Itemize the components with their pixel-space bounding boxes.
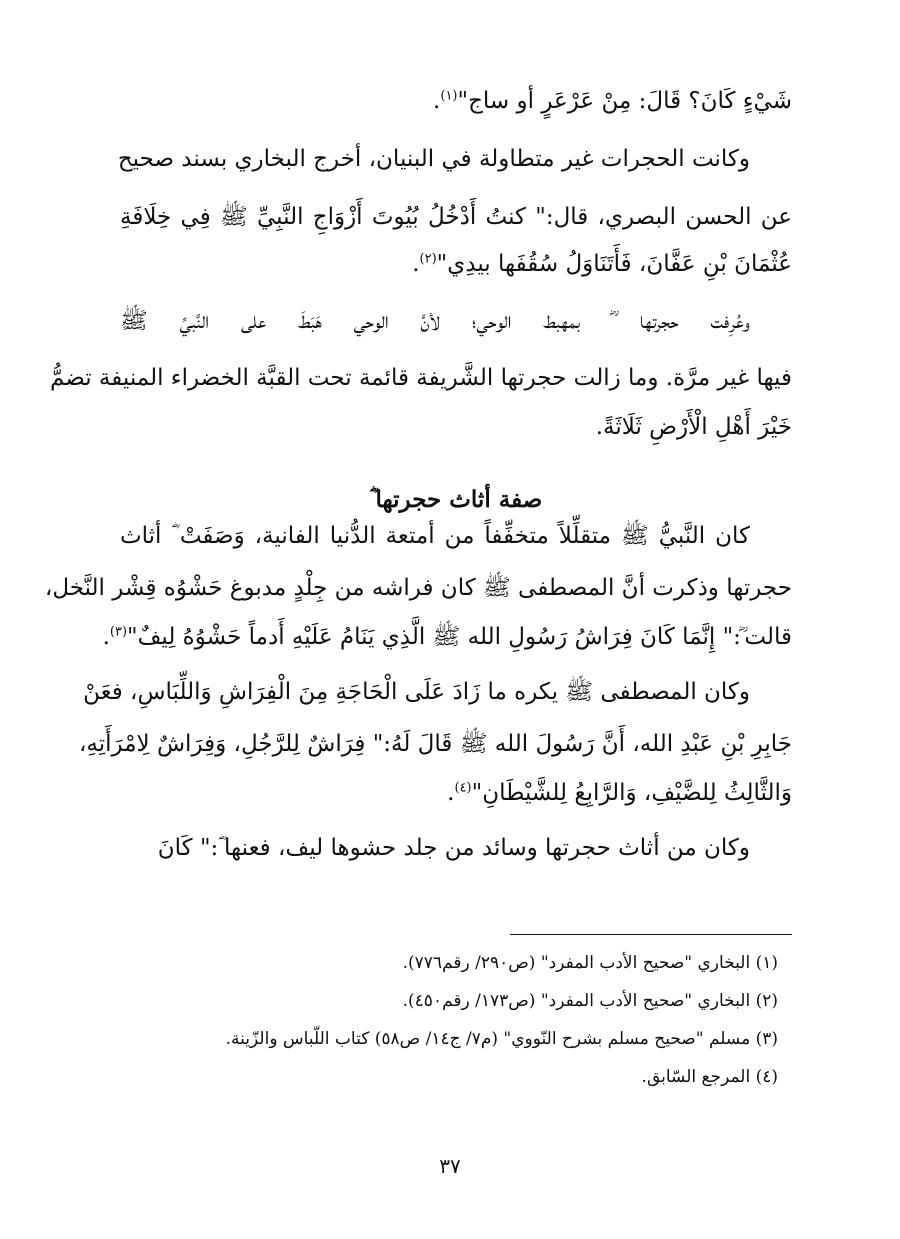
page-body [44,86,792,863]
body-line: وعُرِفت حجرتها ؓ بمهبط الوحي؛ لأنَّ الوحي هَبَطَ على النَّبيِّ ﷺ [120,308,750,334]
body-line: قالت ؓ:" إِنَّمَا كَانَ فِرَاشُ رَسُولِ الله ﷺ الَّذِي يَنَامُ عَلَيْهِ أَدماً حَشْوُهُ لِيفٌ"$^{(٣)}$. [102,624,792,650]
footnote-ref[interactable]: (٢) [419,251,437,267]
body-line: جَابِرِ بْنِ عَبْدِ الله، أَنَّ رَسُولَ الله ﷺ قَالَ لَهُ:" فِرَاشٌ لِلرَّجُلِ، وَفِرَاشٌ لِامْرَأَتِهِ، [79,731,792,757]
body-line: وَالثَّالِثُ لِلضَّيْفِ، وَالرَّابِعُ لِلشَّيْطَانِ"$^{(٤)}$. [447,780,792,806]
footnote-divider [510,934,792,935]
footnotes [120,952,792,1088]
section-heading: صفة أثاث حجرتها ؓ [369,486,543,513]
footnote-ref[interactable]: (٤) [454,780,472,796]
footnote-ref[interactable]: (١) [440,88,458,104]
page-number: ٣٧ [439,1154,461,1178]
body-line: عُثْمَانَ بْنِ عَفَّانَ، فَأَتَنَاوَلُ سُقُفَها بيدِي"$^{(٢)}$. [412,251,792,277]
footnote: (٣) مسلم "صحيح مسلم بشرح النّووي" (م٧/ ج١٤/ ص٥٨) كتاب اللّباس والزّينة. [225,1029,778,1049]
body-line: خَيْرَ أَهْلِ الْأَرْضِ ثَلَاثَةً. [595,414,792,440]
body-line: حجرتها وذكرت أنَّ المصطفى ﷺ كان فراشه من جِلْدٍ مدبوغ حَشْوُه قِشْر النَّخل، [44,575,792,601]
footnote: (١) البخاري "صحيح الأدب المفرد" (ص٢٩٠/ رقم٧٧٦). [402,953,778,973]
body-line: شَيْءٍ كَانَ؟ قَالَ: مِنْ عَرْعَرٍ أو ساج"$^{(١)}$. [433,88,792,114]
footnote: (٢) البخاري "صحيح الأدب المفرد" (ص١٧٣/ رقم٤٥٠). [402,991,778,1011]
footnote-ref[interactable]: (٣) [109,624,128,640]
body-line: كان النَّبيُّ ﷺ متقلِّلاً متخفِّفاً من أمتعة الدُّنيا الفانية، وَصَفَتْ ؓ أثاث [120,523,750,549]
footnote: (٤) المرجع السّابق. [641,1067,778,1087]
body-line: وكانت الحجرات غير متطاولة في البنيان، أخرج البخاري بسند صحيح [117,146,750,172]
body-line: وكان من أثاث حجرتها وسائد من جلد حشوها ليف، فعنها ؓ:" كَانَ [157,835,750,861]
body-line: وكان المصطفى ﷺ يكره ما زَادَ عَلَى الْحَاجَةِ مِنَ الْفِرَاشِ وَاللِّبَاسِ، فعَنْ [83,679,750,705]
body-line: فيها غير مرَّة. وما زالت حجرتها الشَّريفة قائمة تحت القبَّة الخضراء المنيفة تضمُّ [49,365,792,391]
body-line: عن الحسن البصري، قال:" كنتُ أَدْخُلُ بُيُوتَ أَزْوَاجِ النَّبِيِّ ﷺ فِي خِلَافَةِ [120,204,792,230]
